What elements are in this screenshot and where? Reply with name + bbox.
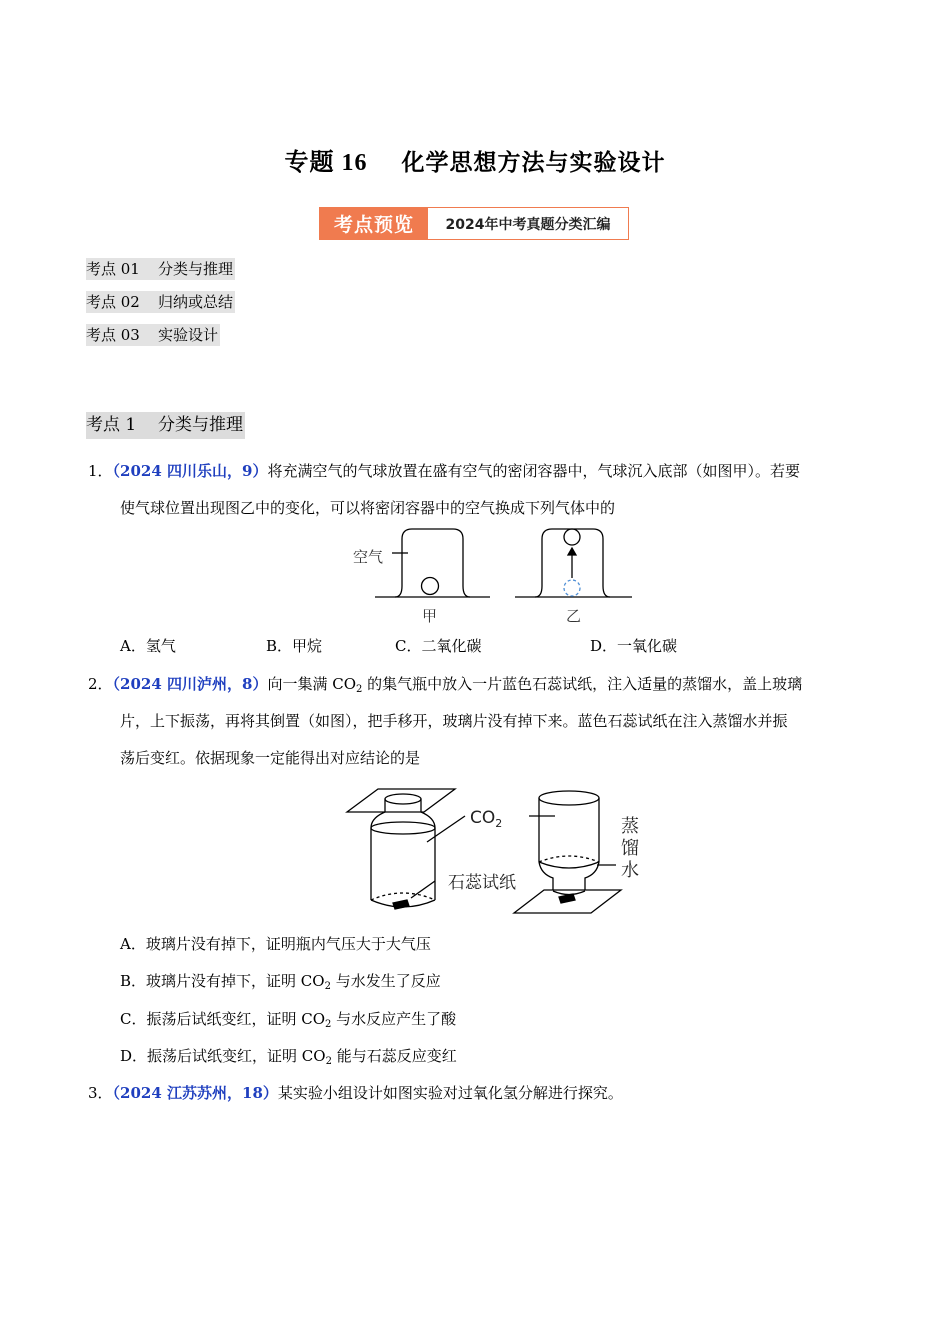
question-source: （2024 四川泸州，8） — [112, 675, 268, 693]
water-label-2: 馏 — [621, 838, 639, 859]
litmus-pointer — [411, 881, 435, 898]
jar-bottom-back — [371, 893, 435, 900]
toc-label: 归纳或总结 — [158, 293, 234, 311]
question-1-line-1 — [88, 460, 800, 482]
q1-option-b[interactable]: B．甲烷 — [266, 637, 323, 655]
subscript: 2 — [356, 684, 363, 695]
banner-subtitle: 2024年中考真题分类汇编 — [445, 216, 611, 233]
inverted-water-line — [539, 856, 599, 862]
option-text-cont: 与水发生了反应 — [330, 972, 441, 990]
q2-option-a[interactable]: A．玻璃片没有掉下，证明瓶内气压大于大气压 — [120, 935, 431, 953]
question-text: 向一集满 CO — [267, 675, 357, 693]
subscript: 2 — [324, 981, 331, 992]
question-number: 3． — [88, 1084, 113, 1102]
toc-label: 实验设计 — [158, 326, 219, 344]
section-label: 分类与推理 — [158, 415, 243, 435]
preview-banner — [319, 207, 629, 240]
section-heading — [86, 412, 245, 439]
q2-option-d[interactable] — [120, 1045, 457, 1067]
toc-item-02[interactable] — [86, 291, 235, 313]
question-text: 某实验小组设计如图实验对过氧化氢分解进行探究。 — [277, 1084, 623, 1102]
option-text-cont: 能与石蕊反应变红 — [331, 1047, 457, 1065]
question-2-line-3: 荡后变红。依据现象一定能得出对应结论的是 — [120, 749, 421, 767]
jar-mouth — [385, 794, 421, 804]
title-number: 专题 16 — [284, 150, 368, 176]
toc-item-03[interactable] — [86, 324, 220, 346]
toc-code: 考点 01 — [86, 260, 140, 278]
container-jia — [395, 529, 470, 597]
question-text: 将充满空气的气球放置在盛有空气的密闭容器中，气球沉入底部（如图甲）。若要 — [267, 462, 800, 480]
jar-left-wall — [371, 799, 385, 900]
question-source: （2024 江苏苏州，18） — [112, 1084, 278, 1102]
toc-code: 考点 02 — [86, 293, 140, 311]
litmus-paper-1 — [393, 900, 409, 909]
arrow-head — [568, 548, 576, 555]
option-text: D．振荡后试纸变红，证明 CO — [120, 1047, 326, 1065]
air-label: 空气 — [353, 548, 384, 566]
yi-label: 乙 — [566, 607, 582, 625]
litmus-label: 石蕊试纸 — [448, 873, 516, 893]
question-number: 2． — [88, 675, 113, 693]
question-2-line-2: 片，上下振荡，再将其倒置（如图），把手移开，玻璃片没有掉下来。蓝色石蕊试纸在注入蒸馏水并振 — [120, 712, 788, 730]
balloon-jia — [422, 578, 439, 595]
inverted-jar-base — [539, 791, 599, 805]
question-2-line-1 — [88, 673, 802, 695]
balloon-yi-top — [564, 529, 580, 545]
water-label-3: 水 — [621, 860, 639, 881]
jar-right-wall — [421, 799, 435, 900]
question-1-line-2: 使气球位置出现图乙中的变化，可以将密闭容器中的空气换成下列气体中的 — [120, 499, 616, 517]
water-label-1: 蒸 — [621, 816, 639, 837]
q1-option-a[interactable]: A．氢气 — [120, 637, 176, 655]
option-text: C．振荡后试纸变红，证明 CO — [120, 1010, 326, 1028]
question-number: 1． — [88, 462, 113, 480]
balloon-yi-origin — [564, 580, 580, 596]
toc-item-01[interactable] — [86, 258, 235, 280]
jia-label: 甲 — [422, 607, 438, 625]
q1-option-d[interactable]: D．一氧化碳 — [590, 637, 678, 655]
gas-jar-figure — [343, 786, 648, 918]
co2-label: $CO_2$ — [470, 808, 503, 830]
page-title — [0, 142, 950, 177]
inverted-shoulder — [539, 862, 599, 868]
question-source: （2024 四川乐山，9） — [112, 462, 268, 480]
toc-label: 分类与推理 — [158, 260, 234, 278]
q1-option-c[interactable]: C．二氧化碳 — [395, 637, 482, 655]
section-code: 考点 1 — [86, 415, 137, 435]
question-text-cont: 的集气瓶中放入一片蓝色石蕊试纸，注入适量的蒸馏水，盖上玻璃 — [362, 675, 803, 693]
option-text: B．玻璃片没有掉下，证明 CO — [120, 972, 325, 990]
title-text: 化学思想方法与实验设计 — [401, 150, 666, 176]
toc-code: 考点 03 — [86, 326, 140, 344]
subscript: 2 — [325, 1056, 332, 1067]
q2-option-c[interactable] — [120, 1008, 456, 1030]
q2-option-b[interactable] — [120, 970, 441, 992]
question-3-line-1 — [88, 1082, 623, 1104]
banner-tag: 考点预览 — [320, 208, 428, 239]
subscript: 2 — [325, 1019, 332, 1030]
balloon-figure — [340, 522, 640, 628]
jar-shoulder — [371, 822, 435, 834]
option-text-cont: 与水反应产生了酸 — [331, 1010, 457, 1028]
